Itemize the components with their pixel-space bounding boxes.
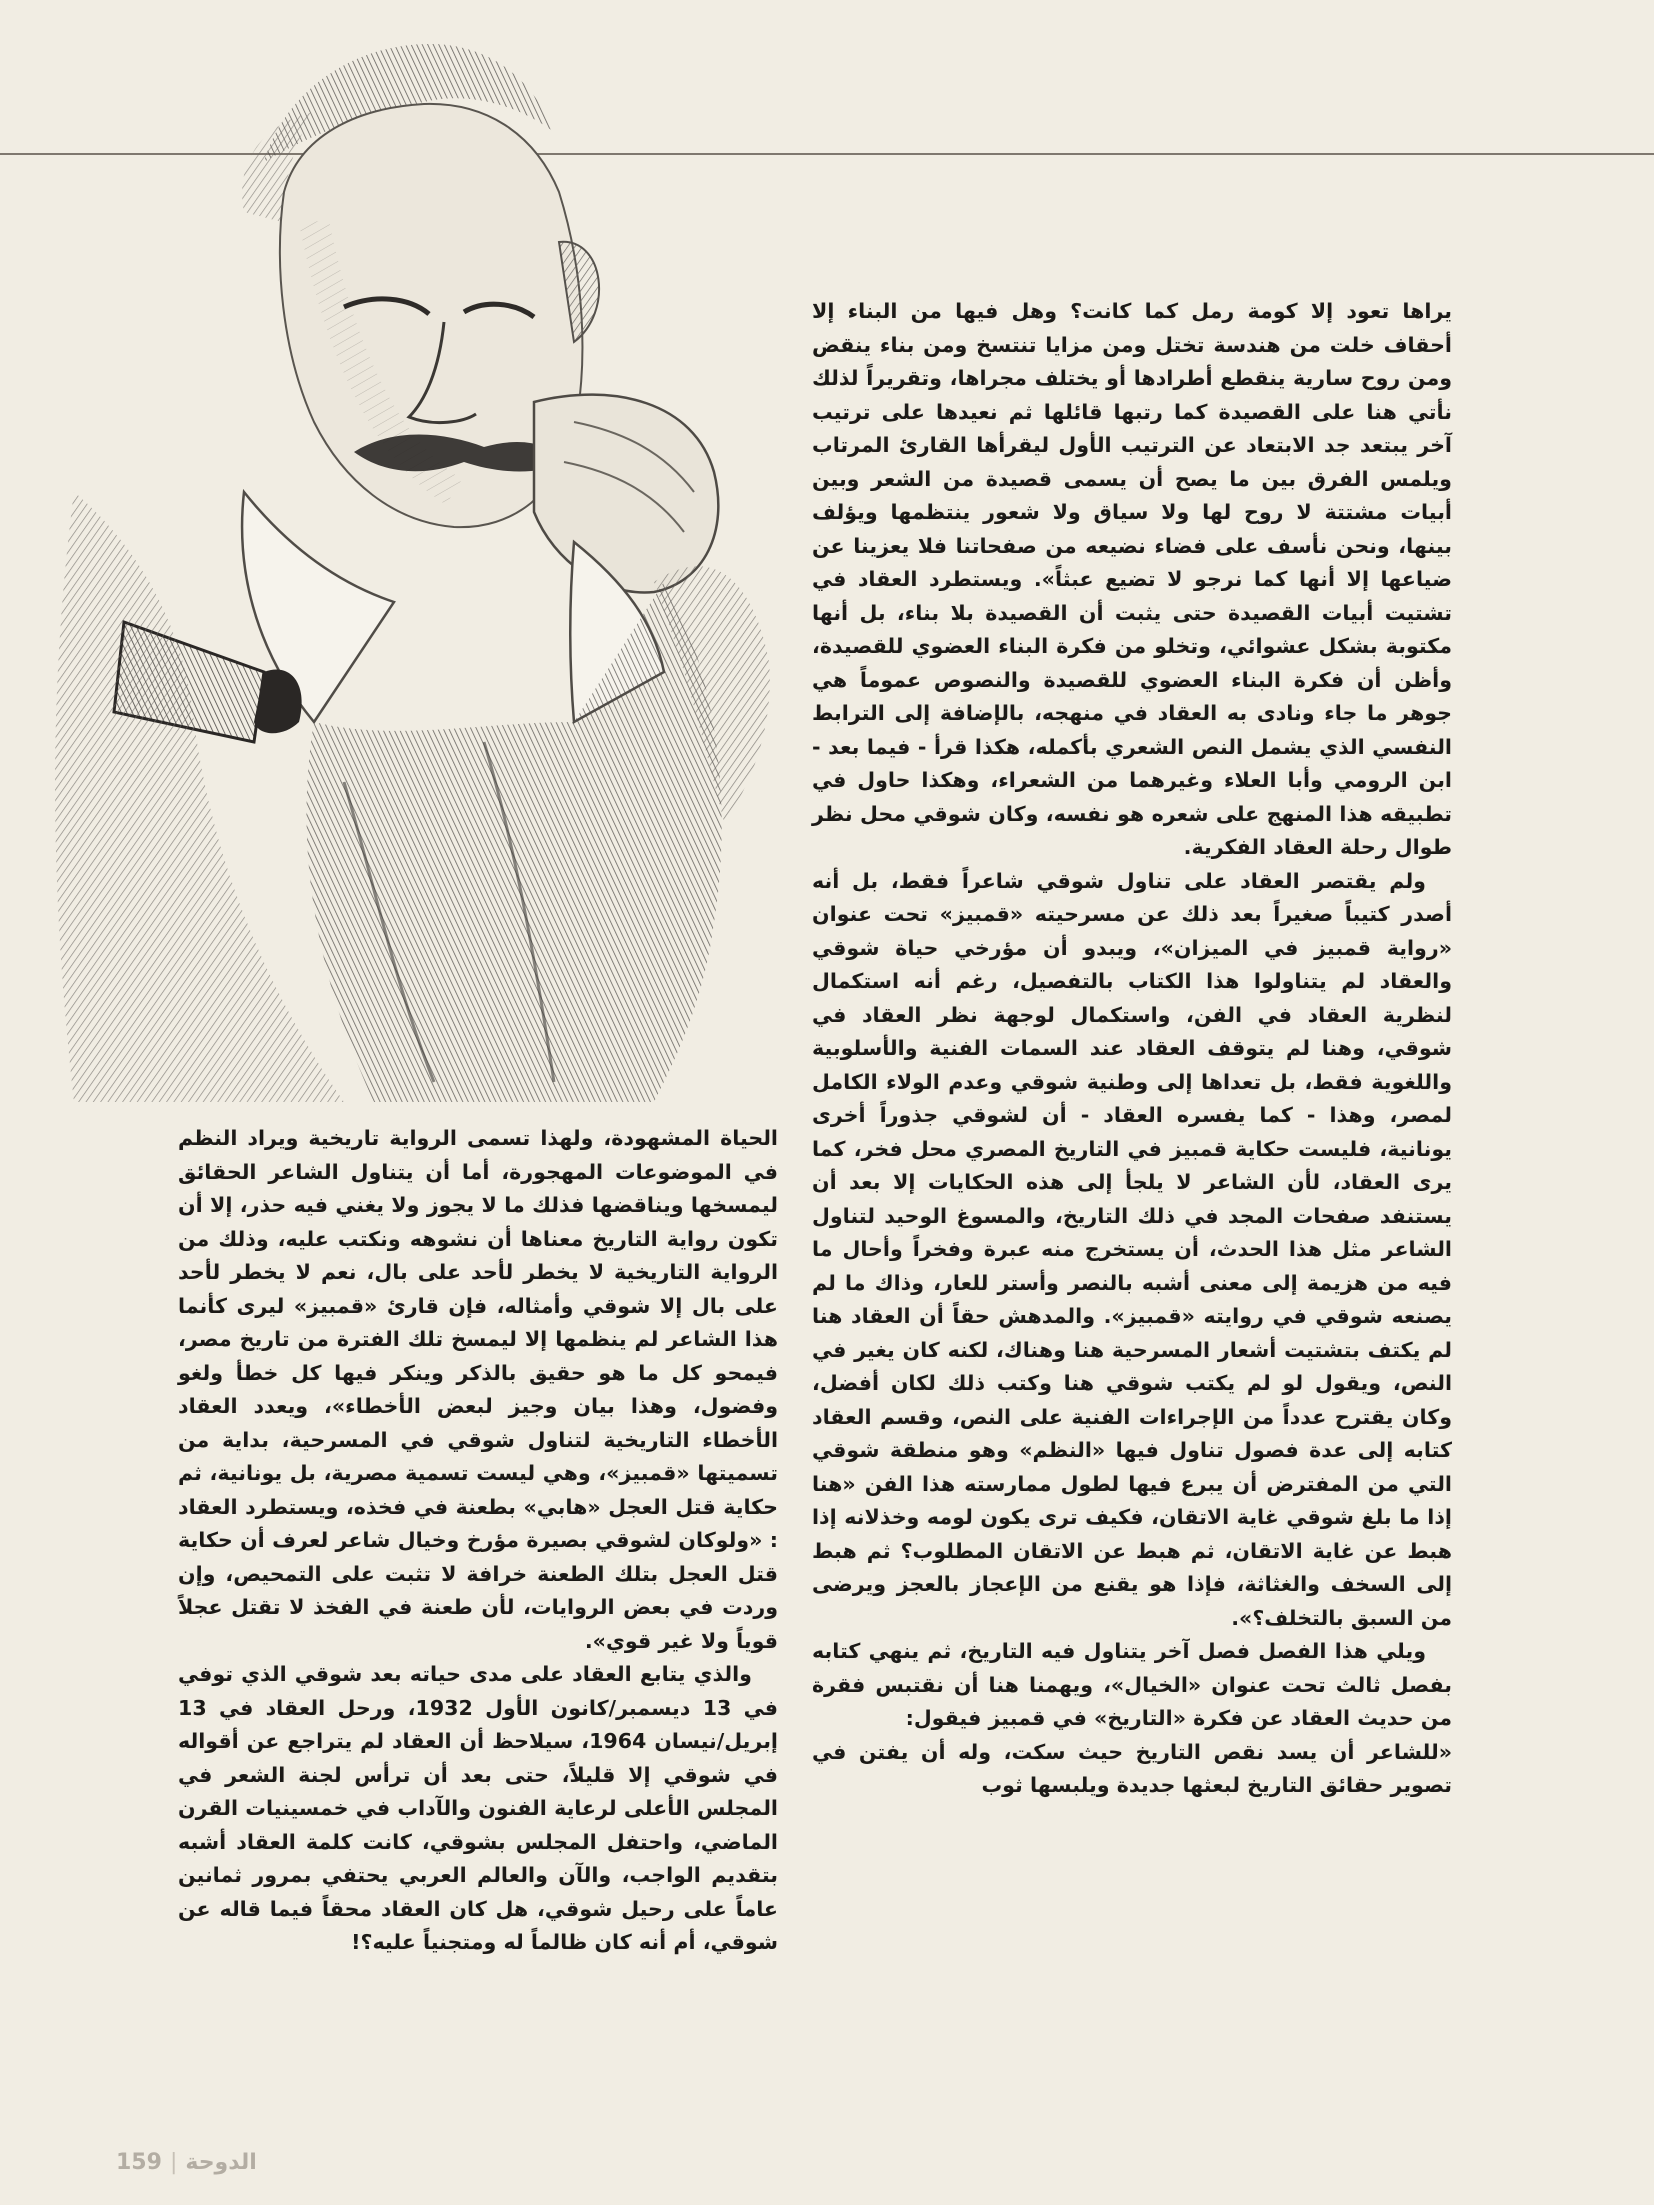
paragraph: يراها تعود إلا كومة رمل كما كانت؟ وهل فيها من البناء إلا أحقاف خلت من هندسة تختل ومن مزايا تنتسخ ومن بناء ينقض ومن روح سارية ينقطع أطرادها أو يختلف مجراها، وتقريراً لذلك نأتي هنا على القصيدة كما رتبها قائلها ثم نعيدها على ترتيب آخر يبتعد جد الابتعاد عن الترتيب الأول ليقرأها القارئ المرتاب ويلمس الفرق بين ما يصح أن يسمى قصيدة من الشعر وبين أبيات مشتتة لا روح لها ولا سياق ولا شعور ينتظمها ويؤلف بينها، ونحن نأسف على فضاء نضيعه من صفحاتنا فلا يعزينا عن ضياعها إلا أنها كما نرجو لا تضيع عبثاً». ويستطرد العقاد في تشتيت أبيات القصيدة حتى يثبت أن القصيدة بلا بناء، بل أنها مكتوبة بشكل عشوائي، وتخلو من فكرة البناء العضوي للقصيدة، وأظن أن فكرة البناء العضوي للقصيدة والنصوص عموماً هي جوهر ما جاء ونادى به العقاد في منهجه، بالإضافة إلى الترابط النفسي الذي يشمل النص الشعري بأكمله، هكذا قرأ - فيما بعد - ابن الرومي وأبا العلاء وغيرهما من الشعراء، وهكذا حاول في تطبيقه هذا المنهج على شعره هو نفسه، وكان شوقي محل نظر طوال رحلة العقاد الفكرية. <box>812 299 1452 859</box>
footer-separator: | <box>169 2150 178 2175</box>
magazine-name: الدوحة <box>185 2150 257 2175</box>
portrait-illustration <box>14 22 774 1112</box>
paragraph: «للشاعر أن يسد نقص التاريخ حيث سكت، وله أن يفتن في تصوير حقائق التاريخ لبعثها جديدة ويلبسها ثوب <box>812 1739 1452 1797</box>
paragraph: ولم يقتصر العقاد على تناول شوقي شاعراً فقط، بل أنه أصدر كتيباً صغيراً بعد ذلك عن مسرحيته «قمبيز» تحت عنوان «رواية قمبيز في الميزان»، ويبدو أن مؤرخي حياة شوقي والعقاد لم يتناولوا هذا الكتاب بالتفصيل، رغم أنه استكمال لنظرية العقاد في الفن، واستكمال لوجهة نظر العقاد في شوقي، وهنا لم يتوقف العقاد عند السمات الفنية والأسلوبية واللغوية فقط، بل تعداها إلى وطنية شوقي وعدم الولاء الكامل لمصر، وهذا - كما يفسره العقاد - أن لشوقي جذوراً أخرى يونانية، فليست حكاية قمبيز في التاريخ المصري محل فخر، كما يرى العقاد، لأن الشاعر لا يلجأ إلى هذه الحكايات إلا بعد أن يستنفد صفحات المجد في ذلك التاريخ، والمسوغ الوحيد لتناول الشاعر مثل هذا الحدث، أن يستخرج منه عبرة وفخراً وأحال ما فيه من هزيمة إلى معنى أشبه بالنصر وأستر للعار، وذاك ما لم يصنعه شوقي في روايته «قمبيز». والمدهش حقاً أن العقاد هنا لم يكتف بتشتيت أشعار المسرحية هنا وهناك، لكنه كان يغير في النص، ويقول لو لم يكتب شوقي هنا وكتب ذلك لكان أفضل، وكان يقترح عدداً من الإجراءات الفنية على النص، وقسم العقاد كتابه إلى عدة فصول تناول فيها «النظم» وهو منطقة شوقي التي من المفترض أن يبرع فيها لطول ممارسته هذا الفن «هنا إذا ما بلغ شوقي غاية الاتقان، فكيف ترى يكون لومه وخذلانه إذا هبط عن غاية الاتقان، ثم هبط عن الاتقان المطلوب؟ ثم هبط إلى السخف والغثاثة، فإذا هو يقنع من الإعجاز بالعجز ويرضى من السبق بالتخلف؟». <box>812 868 1452 1630</box>
page-footer <box>116 2150 257 2175</box>
page-number: 159 <box>116 2150 162 2175</box>
paragraph: الحياة المشهودة، ولهذا تسمى الرواية تاريخية ويراد النظم في الموضوعات المهجورة، أما أن يتناول الشاعر الحقائق ليمسخها ويناقضها فذلك ما لا يجوز ولا يغني فيه حذر، إلا أن تكون رواية التاريخ معناها أن نشوهه ونكتب عليه، وذلك من الرواية التاريخية لا يخطر لأحد على بال، نعم لا يخطر لأحد على بال إلا شوقي وأمثاله، فإن قارئ «قمبيز» ليرى كأنما هذا الشاعر لم ينظمها إلا ليمسخ تلك الفترة من تاريخ مصر، فيمحو كل ما هو حقيق بالذكر وينكر فيها كل خطأ ولغو وفضول، وهذا بيان وجيز لبعض الأخطاء»، ويعدد العقاد الأخطاء التاريخية لتناول شوقي في المسرحية، بداية من تسميتها «قمبيز»، وهي ليست تسمية مصرية، بل يونانية، ثم حكاية قتل العجل «هابي» بطعنة في فخذه، ويستطرد العقاد : «ولوكان لشوقي بصيرة مؤرخ وخيال شاعر لعرف أن حكاية قتل العجل بتلك الطعنة خرافة لا تثبت على التمحيص، وإن وردت في بعض الروايات، لأن طعنة في الفخذ لا تقتل عجلاً قوياً ولا غير قوي». <box>178 1126 778 1653</box>
paragraph: والذي يتابع العقاد على مدى حياته بعد شوقي الذي توفي في 13 ديسمبر/كانون الأول 1932، ورحل العقاد في 13 إبريل/نيسان 1964، سيلاحظ أن العقاد لم يتراجع عن أقواله في شوقي إلا قليلاً، حتى بعد أن ترأس لجنة الشعر في المجلس الأعلى لرعاية الفنون والآداب في خمسينيات القرن الماضي، واحتفل المجلس بشوقي، كانت كلمة العقاد أشبه بتقديم الواجب، والآن والعالم العربي يحتفي بمرور ثمانين عاماً على رحيل شوقي، هل كان العقاد محقاً فيما قاله عن شوقي، أم أنه كان ظالماً له ومتجنياً عليه؟! <box>178 1662 778 1954</box>
paragraph: ويلي هذا الفصل فصل آخر يتناول فيه التاريخ، ثم ينهي كتابه بفصل ثالث تحت عنوان «الخيال»، ويهمنا هنا أن نقتبس فقرة من حديث العقاد عن فكرة «التاريخ» في قمبيز فيقول: <box>812 1639 1452 1730</box>
article-column-left <box>178 1122 778 1960</box>
article-column-right <box>812 295 1452 1803</box>
